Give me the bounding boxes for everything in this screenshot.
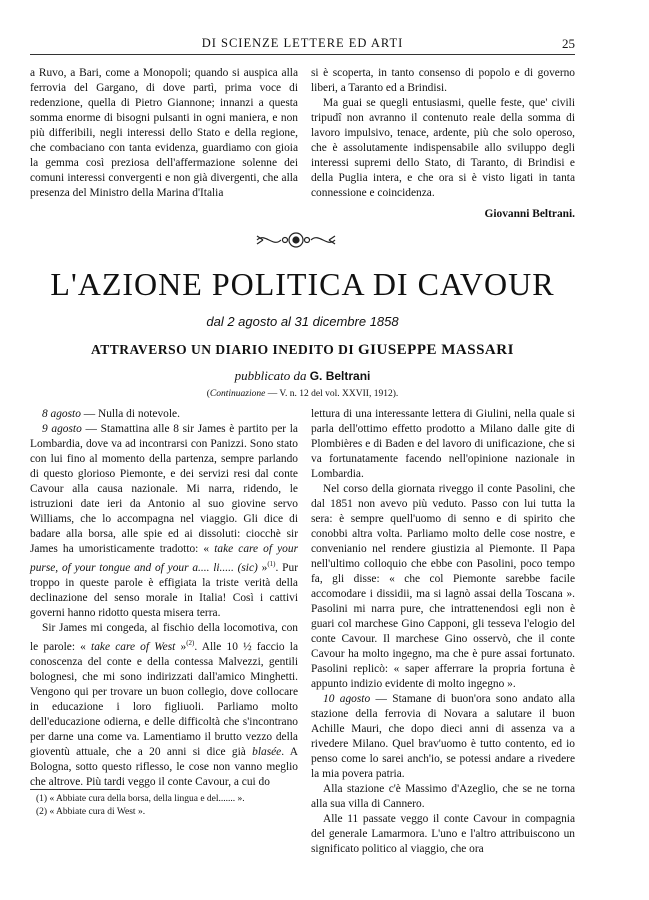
diary-entry: 9 agosto — Stamattina alle 8 sir James è partito per la Lombardia, dove va ad incontrarsi con Panizzi. Sono stato con lui fino al momento della partenza, sempre parlando di questo glorioso Piemonte, e dei servizi resi dal conte Cavour alla causa nazionale. Mi narra, ridendo, le istruzioni date ieri da Antonio al suo giovine servo Williams, che lo accompagna nel viaggio. Gli dice di badare alla borsa, alle spie ed ai dissoluti: ciocchè sir James ha umoristicamente tradotto: « take care of your purse, of your tongue and of your a.... li..... (sic) »$^{(1)}$. Pur troppo in queste parole è effigiata la triste verità della declinazione del senso morale in Italia! Così i cattivi governi hanno ridotto questa misera terra.: [30, 423, 299, 619]
diary-line: [30, 342, 575, 359]
article-subtitle: dal 2 agosto al 31 dicembre 1858: [206, 314, 399, 329]
author-signature: Giovanni Beltrani.: [484, 208, 575, 220]
continuation-label: Continuazione: [209, 389, 266, 399]
english-quote: take care of West: [85, 640, 181, 653]
ornament-divider: [255, 228, 337, 252]
diary-entry: 8 agosto — Nulla di notevole.: [42, 408, 180, 420]
running-head: [30, 36, 575, 55]
english-quote: take care of your purse, of your tongue and of your a.... li..... (sic): [30, 543, 299, 574]
french-word: blasée: [252, 745, 282, 758]
page-number: 25: [562, 36, 575, 51]
prev-article-paragraph: si è scoperta, in tanto consenso di popolo e di governo liberi, a Taranto ed a Brindisi.: [311, 67, 575, 94]
diary-paragraph: Alla stazione c'è Massimo d'Azeglio, che se ne torna alla sua villa di Cannero.: [311, 783, 575, 810]
diary-paragraph: lettura di una interessante lettera di Giulini, nella quale si parla dell'ottimo effetto prodotto a Milano dalle gite di Plombières e di Baden e del lavoro di unificazione, che si va fortunatamente facendo nell'opinione nazionale in Lombardia.: [311, 408, 575, 480]
article-title: L'AZIONE POLITICA DI CAVOUR: [50, 266, 555, 302]
diary-paragraph: Nel corso della giornata riveggo il conte Pasolini, che dal 1851 non avevo più veduto. Passo con lui tutta la sera: è sempre quell'uomo di senno e di spirito che conobbi altra volta. Parliamo molto delle cose nostre, e convenianio nel rendere giustizia al Piemonte. Il Papa nell'ultimo colloquio che ebbe con Pasolini, poco tempo fa, gli disse: « che col Piemonte sarebbe facile accomodare i dissidii, ma si lagnò assai della Toscana ». Pasolini mi narra pure, che intrattenendosi egli non è guari col marchese Gino Capponi, gli tesseva l'elogio del conte Cavour. Il marchese Gino osservò, che il conte Cavour ha molto ingegno, ma che è pure assai fortunato. Pasolini replicò: « saper afferrare la propria fortuna è appunto indizio evidente di molto ingegno ».: [311, 483, 575, 690]
published-author: G. Beltrani: [309, 369, 371, 383]
prev-article-left-column: [30, 66, 298, 201]
diary-left-column: [30, 407, 298, 790]
diary-prefix: ATTRAVERSO UN DIARIO INEDITO DI: [91, 342, 355, 357]
continuation-note: (Continuazione — V. n. 12 del vol. XXVII, 1912).: [206, 389, 399, 399]
entry-date: 8 agosto: [42, 408, 81, 420]
prev-article-paragraph: Ma guai se quegli entusiasmi, quelle feste, que' civili tripudî non avranno il contenuto reale della somma di lavoro impulsivo, tenace, ardente, più che solo operoso, che è assolutamente indispensabile allo sviluppo degli interessi supremi dello Stato, di Taranto, di Brindisi e della Puglia intera, e che ora si è visto ligati in tanta connessione e coincidenza.: [311, 97, 575, 199]
footnote: (2) « Abbiate cura di West ».: [36, 807, 146, 817]
footnote-ref: (2): [186, 638, 195, 647]
published-by: [30, 368, 575, 384]
prev-article-right-column: [311, 66, 575, 222]
footnote: (1) « Abbiate cura della borsa, della lingua e del....... ».: [36, 794, 245, 804]
prev-article-paragraph: a Ruvo, a Bari, come a Monopoli; quando si auspica alla ferrovia del Gargano, di dove partì, prima voce di redenzione, quella di Pietro Giannone; innanzi a questa somma enorme di bisogni pulsanti in ogni maniera, e non più differibili, negli interessi dello Stato e della regione, che combaciano con tanta evidenza, guardiamo con gioia la gemma così preziosa dell'affermazione solenne dei comuni interessi convergenti e non già divergenti, che alla presenza del Ministro della Marina d'Italia: [30, 67, 298, 199]
diary-paragraph: Alle 11 passate veggo il conte Cavour in compagnia del generale Lamarmora. L'uno e l'altro attribuiscono un significato politico al viaggio, che ora: [311, 813, 575, 855]
footnote-rule: [30, 789, 120, 790]
diary-entry: Sir James mi congeda, al fischio della locomotiva, con le parole: « take care of West »$^{(2)}$. Alle 10 ½ faccio la conoscenza del conte e della contessa Malvezzi, gentili bolognesi, che mi sono indirizzati dall'amico Minghetti. Vengono qui per trovare un buon collegio, dove collocare in educazione i loro figliuoli. Parliamo molto dell'educazione odierna, e delle difficoltà che s'incontrano per darne una come va. Lamentiamo il brutto vezzo della gioventù attuale, che a 20 anni si dice già blasée. A Bologna, sotto questo riflesso, le cose non vanno meglio che altrove. Più tardi veggo il conte Cavour, a cui do: [30, 621, 299, 788]
diary-right-column: [311, 407, 575, 857]
continuation-ref: — V. n. 12 del vol. XXVII, 1912).: [267, 389, 399, 399]
footnote-ref: (1): [267, 560, 276, 568]
published-label: pubblicato da: [234, 368, 307, 383]
entry-date: 10 agosto: [323, 693, 371, 705]
diary-entry: 10 agosto — Stamane di buon'ora sono andato alla stazione della ferrovia di Novara a salutare il buon Achille Mauri, che dopo dieci anni di assenza va a rivedere Milano. Quel brav'uomo è tutto contento, ed io penso come lo sarei anch'io, se potessi andare a rivedere la mia povera patria.: [311, 693, 575, 780]
running-title: DI SCIENZE LETTERE ED ARTI: [201, 36, 404, 50]
diary-author-name: GIUSEPPE MASSARI: [357, 342, 514, 358]
footnotes: [30, 793, 298, 819]
entry-date: 9 agosto: [42, 423, 82, 435]
